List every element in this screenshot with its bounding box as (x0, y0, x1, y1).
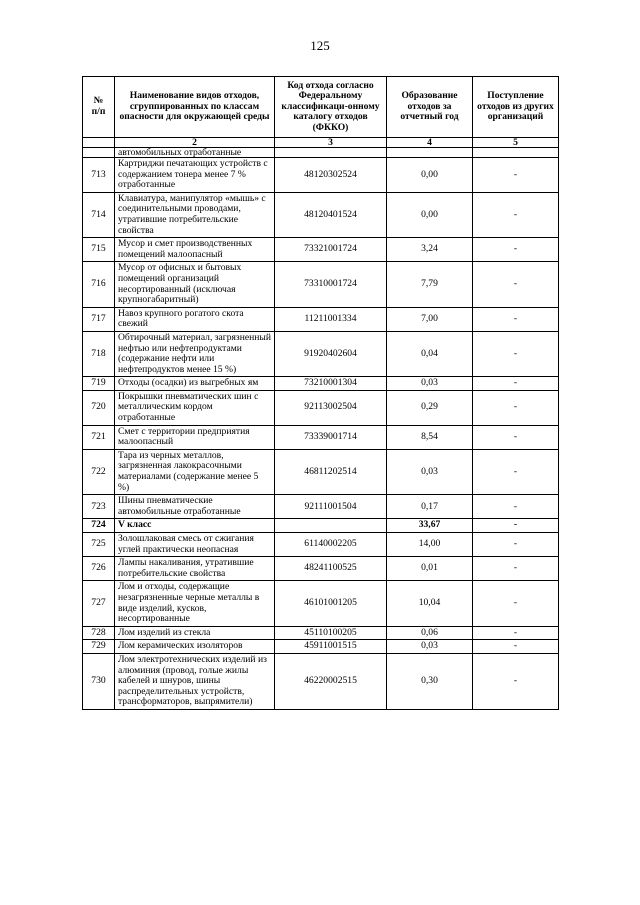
table-row (83, 377, 559, 391)
row-number: 713 (83, 158, 115, 193)
formed-value: 10,04 (387, 581, 473, 626)
waste-name: Тара из черных металлов, загрязненная лакокрасочными материалами (содержание менее 5 %) (115, 449, 275, 494)
waste-name: Шины пневматические автомобильные отработанные (115, 495, 275, 519)
table-row (83, 626, 559, 640)
fkko-code: 73339001714 (275, 425, 387, 449)
continuation-text: автомобильных отработанные (115, 148, 275, 158)
received-value: - (473, 626, 559, 640)
continuation-row (83, 148, 559, 158)
table-row (83, 262, 559, 307)
fkko-code: 45911001515 (275, 640, 387, 654)
table-row (83, 192, 559, 237)
row-number: 728 (83, 626, 115, 640)
table-row (83, 653, 559, 709)
table-row (83, 640, 559, 654)
column-number-row (83, 138, 559, 148)
row-number: 730 (83, 653, 115, 709)
waste-name: Лом электротехнических изделий из алюминия (провод, голые жилы кабелей и шнуров, шины распределительных устройств, трансформаторов, выпрямители) (115, 653, 275, 709)
fkko-code: 73210001304 (275, 377, 387, 391)
fkko-code: 61140002205 (275, 533, 387, 557)
received-value: - (473, 449, 559, 494)
table-row (83, 519, 559, 533)
formed-value: 0,29 (387, 390, 473, 425)
row-number: 725 (83, 533, 115, 557)
formed-value: 0,17 (387, 495, 473, 519)
received-value: - (473, 425, 559, 449)
header-num: № п/п (83, 77, 115, 138)
waste-name: Лампы накаливания, утратившие потребительские свойства (115, 557, 275, 581)
column-number: 2 (115, 138, 275, 148)
table-header-row (83, 77, 559, 138)
received-value: - (473, 377, 559, 391)
waste-name: Мусор и смет производственных помещений малоопасный (115, 238, 275, 262)
formed-value: 0,03 (387, 449, 473, 494)
formed-value: 0,00 (387, 192, 473, 237)
row-number: 729 (83, 640, 115, 654)
formed-value: 0,00 (387, 158, 473, 193)
received-value: - (473, 192, 559, 237)
row-number: 718 (83, 331, 115, 376)
fkko-code: 91920402604 (275, 331, 387, 376)
waste-name: Смет с территории предприятия малоопасный (115, 425, 275, 449)
table-cell (473, 148, 559, 158)
row-number: 722 (83, 449, 115, 494)
waste-name: Обтирочный материал, загрязненный нефтью или нефтепродуктами (содержание нефти или нефтепродуктов менее 15 %) (115, 331, 275, 376)
received-value: - (473, 533, 559, 557)
received-value: - (473, 390, 559, 425)
table-row (83, 581, 559, 626)
received-value: - (473, 158, 559, 193)
formed-value: 14,00 (387, 533, 473, 557)
formed-value: 0,04 (387, 331, 473, 376)
received-value: - (473, 557, 559, 581)
header-name: Наименование видов отходов, сгруппированных по классам опасности для окружающей среды (115, 77, 275, 138)
received-value: - (473, 495, 559, 519)
header-code: Код отхода согласно Федеральному классификаци-онному каталогу отходов (ФККО) (275, 77, 387, 138)
received-value: - (473, 307, 559, 331)
row-number: 719 (83, 377, 115, 391)
waste-name: Лом изделий из стекла (115, 626, 275, 640)
fkko-code: 73321001724 (275, 238, 387, 262)
table-row (83, 557, 559, 581)
header-received: Поступление отходов из других организаций (473, 77, 559, 138)
fkko-code: 48120302524 (275, 158, 387, 193)
fkko-code: 92111001504 (275, 495, 387, 519)
row-number: 727 (83, 581, 115, 626)
formed-value: 7,79 (387, 262, 473, 307)
formed-value: 0,30 (387, 653, 473, 709)
received-value: - (473, 262, 559, 307)
page-number: 125 (310, 38, 330, 53)
waste-name: Картриджи печатающих устройств с содержанием тонера менее 7 % отработанные (115, 158, 275, 193)
waste-name: Лом и отходы, содержащие незагрязненные черные металлы в виде изделий, кусков, несортированные (115, 581, 275, 626)
row-number: 714 (83, 192, 115, 237)
table-row (83, 533, 559, 557)
row-number: 720 (83, 390, 115, 425)
formed-value: 7,00 (387, 307, 473, 331)
row-number: 721 (83, 425, 115, 449)
fkko-code: 73310001724 (275, 262, 387, 307)
received-value: - (473, 653, 559, 709)
row-number: 716 (83, 262, 115, 307)
waste-table (82, 76, 559, 710)
fkko-code: 46220002515 (275, 653, 387, 709)
fkko-code (275, 519, 387, 533)
row-number: 715 (83, 238, 115, 262)
received-value: - (473, 519, 559, 533)
table-row (83, 158, 559, 193)
row-number: 724 (83, 519, 115, 533)
waste-name: Мусор от офисных и бытовых помещений организаций несортированный (исключая крупногабаритный) (115, 262, 275, 307)
waste-name: Золошлаковая смесь от сжигания углей практически неопасная (115, 533, 275, 557)
formed-value: 0,06 (387, 626, 473, 640)
row-number: 717 (83, 307, 115, 331)
formed-value: 0,01 (387, 557, 473, 581)
fkko-code: 11211001334 (275, 307, 387, 331)
table-row (83, 331, 559, 376)
received-value: - (473, 238, 559, 262)
waste-name: Клавиатура, манипулятор «мышь» с соединительными проводами, утратившие потребительские свойства (115, 192, 275, 237)
table-row (83, 425, 559, 449)
waste-name: Отходы (осадки) из выгребных ям (115, 377, 275, 391)
fkko-code: 45110100205 (275, 626, 387, 640)
row-number: 726 (83, 557, 115, 581)
waste-name: V класс (115, 519, 275, 533)
fkko-code: 46811202514 (275, 449, 387, 494)
column-number: 4 (387, 138, 473, 148)
table-row (83, 495, 559, 519)
table-row (83, 390, 559, 425)
table-cell (83, 148, 115, 158)
table-row (83, 238, 559, 262)
formed-value: 3,24 (387, 238, 473, 262)
waste-name: Навоз крупного рогатого скота свежий (115, 307, 275, 331)
fkko-code: 46101001205 (275, 581, 387, 626)
waste-name: Лом керамических изоляторов (115, 640, 275, 654)
formed-value: 8,54 (387, 425, 473, 449)
formed-value: 0,03 (387, 640, 473, 654)
table-cell (387, 148, 473, 158)
waste-name: Покрышки пневматических шин с металлическим кордом отработанные (115, 390, 275, 425)
formed-value: 33,67 (387, 519, 473, 533)
fkko-code: 48120401524 (275, 192, 387, 237)
received-value: - (473, 581, 559, 626)
table-row (83, 307, 559, 331)
received-value: - (473, 331, 559, 376)
table-row (83, 449, 559, 494)
header-formed: Образование отходов за отчетный год (387, 77, 473, 138)
column-number: 5 (473, 138, 559, 148)
column-number (83, 138, 115, 148)
received-value: - (473, 640, 559, 654)
row-number: 723 (83, 495, 115, 519)
fkko-code: 92113002504 (275, 390, 387, 425)
fkko-code: 48241100525 (275, 557, 387, 581)
formed-value: 0,03 (387, 377, 473, 391)
column-number: 3 (275, 138, 387, 148)
table-cell (275, 148, 387, 158)
